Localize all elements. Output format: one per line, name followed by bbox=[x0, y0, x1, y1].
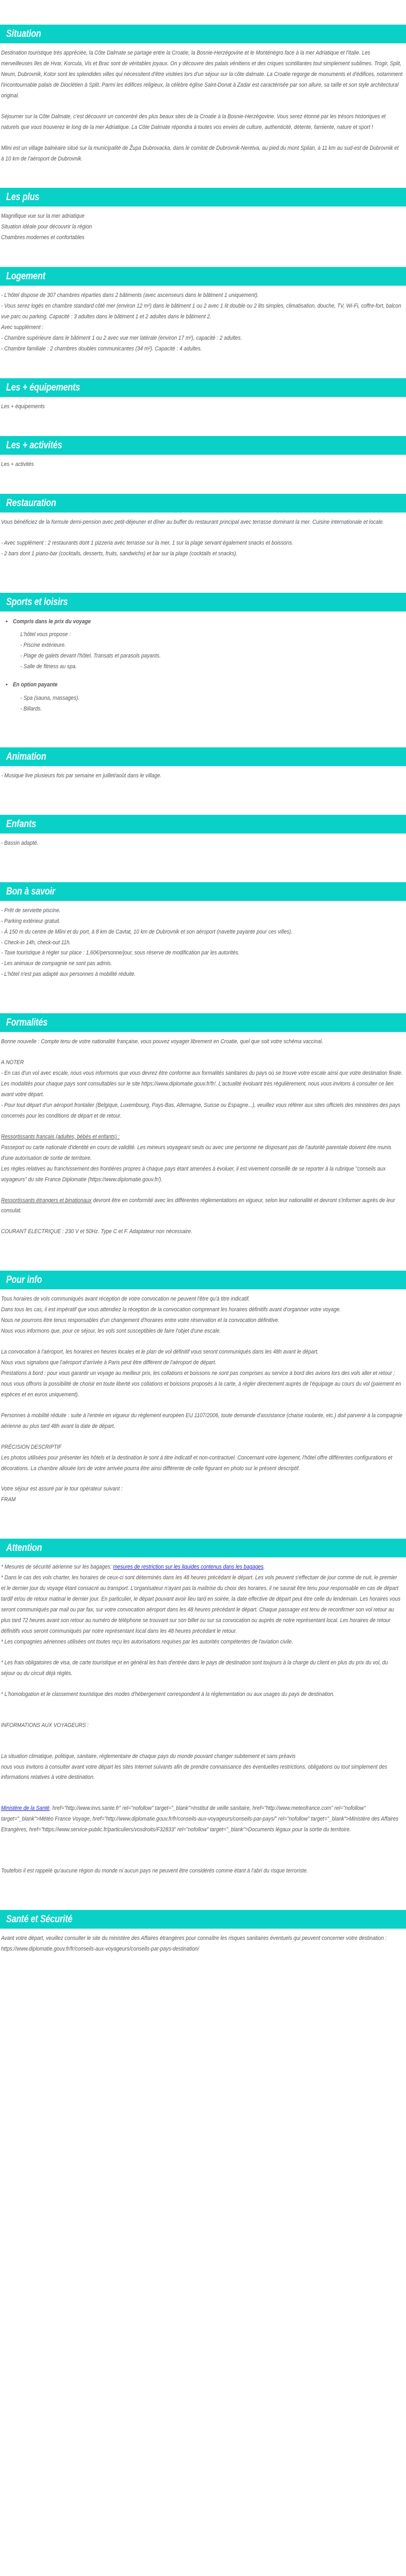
paragraph: Les règles relatives au franchissement des frontières propres à chaque pays étant amenées à évoluer, il est vivement conseillé de se reporter à la rubrique "conseils aux voyageurs" du site France Diplomatie (https://www.diplomatie.gouv.fr/). bbox=[1, 1165, 386, 1183]
links-block-rest: , href="http://www.invs.sante.fr" rel="nofollow" target="_blank">Institut de veille sanitaire, href="http://www.meteofrance.com" rel="nofollow" target="_blank">Météo France Voyage, href="http://www.diplomatie.gouv.fr/fr/conseils-aux-voyageurs/conseils-par-pays/" rel="nofollow" target="_blank">Ministère des Affaires Etrangères, href="https://www.service-public.fr/particuliers/vosdroits/F32833" rel="nofollow" target="_blank">Documents légaux pour la sortie du territoire. bbox=[1, 1805, 399, 1833]
paragraph-spacer bbox=[1, 1122, 402, 1132]
paragraph: - En cas d'un vol avec escale, nous vous informons que vous devrez être conforme aux formalités sanitaires du pays où se trouve votre escale ainsi que votre destination finale. bbox=[1, 1070, 403, 1077]
section-body-les-plus-activites bbox=[0, 455, 406, 470]
section-gap bbox=[0, 782, 406, 815]
paragraph-spacer bbox=[1, 1731, 402, 1741]
paragraph-mixed bbox=[1, 1196, 402, 1217]
paragraph: - L'hôtel dispose de 307 chambres réparties dans 2 bâtiments (avec ascenseurs dans le bâtiment 1 uniquement). bbox=[1, 292, 259, 299]
sub-list-text: - Spa (sauna, massages). bbox=[20, 694, 80, 701]
paragraph: - Parking extérieur gratuit. bbox=[1, 918, 61, 924]
section-gap bbox=[0, 412, 406, 436]
section-title-formalites: Formalités bbox=[0, 1013, 406, 1032]
underlined-lead: Ressortissants étrangers et binationaux bbox=[1, 1197, 92, 1204]
paragraph-spacer bbox=[1, 1679, 402, 1690]
sub-list-item bbox=[20, 693, 403, 704]
paragraph: - Vous serez logés en chambre standard côté mer (environ 12 m²) dans le bâtiment 1 ou 2 avec 1 lit double ou 2 lits simples, climatisation, douche, TV, Wi-Fi, coffre-fort, balcon vue parc ou parking. Capacité : 3 adultes dans le bâtiment 1 et 2 adultes dans le bâtiment 2. bbox=[1, 303, 401, 320]
paragraph: - Bassin adapté. bbox=[1, 839, 39, 846]
section-body-restauration bbox=[0, 513, 406, 560]
paragraph-spacer bbox=[1, 1741, 402, 1752]
top-spacer bbox=[0, 0, 406, 25]
paragraph: Votre séjour est assuré par le tour opérateur suivant : bbox=[1, 1486, 123, 1493]
section-body-pour-info bbox=[0, 1289, 406, 1505]
paragraph-spacer bbox=[1, 1700, 402, 1710]
paragraph-tour-operateur: FRAM bbox=[1, 1496, 16, 1503]
section-gap bbox=[0, 1505, 406, 1539]
section-gap bbox=[0, 849, 406, 882]
paragraph: Passeport ou carte nationale d'identité en cours de validité. Les mineurs voyageant seuls ou avec une personne ne disposant pas de l'autorité parentale doivent être munis d'une autorisation de sortie de territoire. bbox=[1, 1144, 392, 1161]
sub-list-item bbox=[20, 704, 403, 714]
paragraph: Bonne nouvelle : Compte tenu de votre nationalité française, vous pouvez voyager librement en Croatie, quel que soit votre schéma vaccinal. bbox=[1, 1038, 324, 1045]
section-logement bbox=[0, 267, 406, 355]
section-gap bbox=[0, 355, 406, 378]
paragraph: - À 150 m du centre de Mlini et du port, à 8 km de Cavtat, 10 km de Dubrovnik et son aéroport (navette payante pour ces villes). bbox=[1, 928, 292, 935]
section-formalites bbox=[0, 1013, 406, 1237]
paragraph-spacer bbox=[1, 1474, 402, 1484]
paragraph-spacer bbox=[1, 133, 402, 143]
paragraph-spacer bbox=[1, 1186, 402, 1196]
bullet-label: En option payante bbox=[13, 682, 58, 689]
paragraph: - Chambre familiale : 2 chambres doubles communicantes (34 m²). Capacité : 4 adultes. bbox=[1, 345, 202, 352]
section-gap bbox=[0, 1237, 406, 1271]
section-title-pour-info: Pour info bbox=[0, 1271, 406, 1289]
paragraph-spacer bbox=[1, 1337, 402, 1347]
sub-list-text: - Piscine extérieure. bbox=[20, 641, 66, 648]
paragraph: - Prêt de serviette piscine. bbox=[1, 907, 61, 914]
section-body-bon-a-savoir bbox=[0, 901, 406, 981]
paragraph-spacer bbox=[1, 1710, 402, 1721]
paragraph-spacer bbox=[1, 1856, 402, 1866]
bullet-list bbox=[1, 616, 403, 714]
section-title-sports-et-loisirs: Sports et loisirs bbox=[0, 593, 406, 611]
paragraph: nous vous invitons à consulter avant votre départ les sites Internet suivants afin de prendre connaissance des éventuelles restrictions, obligations ou tout simplement des informations relatives à votre destination. bbox=[1, 1763, 387, 1781]
paragraph: Tous horaires de vols communiqués avant réception de votre convocation ne peuvent l'être qu'à titre indicatif. bbox=[1, 1296, 250, 1303]
sub-list bbox=[13, 693, 403, 714]
section-body-attention bbox=[0, 1557, 406, 1877]
paragraph: Nous vous informons que, pour ce séjour, les vols sont susceptibles de faire l'objet d'une escale. bbox=[1, 1328, 221, 1335]
paragraph: * Les frais obligatoires de visa, de carte touristique et en général les frais d'entrée dans le pays de destination sont toujours à la charge du client en plus du prix du vol, du séjour ou du circuit déjà réglés. bbox=[1, 1659, 388, 1677]
list-item bbox=[13, 679, 403, 714]
paragraph-spacer bbox=[1, 528, 402, 538]
section-title-les-plus-activites: Les + activités bbox=[0, 436, 406, 455]
paragraph: Chambres modernes et confortables bbox=[1, 234, 85, 241]
section-les-plus bbox=[0, 188, 406, 243]
section-pour-info bbox=[0, 1271, 406, 1505]
section-situation bbox=[0, 25, 406, 164]
section-title-sante-et-securite: Santé et Sécurité bbox=[0, 1910, 406, 1929]
paragraph: * L'homologation et le classement touristique des modes d'hébergement correspondent à la réglementation ou aux usages du pays de destination. bbox=[1, 1691, 335, 1698]
paragraph: Situation idéale pour découvrir la région bbox=[1, 224, 92, 231]
paragraph-spacer bbox=[1, 1401, 402, 1411]
bullet-label: Compris dans le prix du voyage bbox=[13, 618, 91, 625]
paragraph: La situation climatique, politique, sanitaire, réglementaire de chaque pays du monde pouvant changer subitement et sans préavis bbox=[1, 1753, 296, 1760]
sub-list-text: - Salle de fitness au spa. bbox=[20, 663, 77, 670]
section-body-les-plus bbox=[0, 207, 406, 243]
paragraph: Personnes à mobilité réduite : suite à l'entrée en vigueur du règlement européen EU 1107/2006, toute demande d'assistance (chaise roulante, etc.) doit parvenir à la compagnie aérienne au plus tard 48h avant la date de départ. bbox=[1, 1412, 403, 1430]
paragraph: Les modalités pour chaque pays sont consultables sur le site https://www.diplomatie.gouv.fr/fr/. L'actualité évoluant très régulièrement, nous vous invitons à consulter ce lien avant votre départ. bbox=[1, 1081, 394, 1098]
list-item bbox=[13, 616, 403, 672]
sub-list-item bbox=[20, 640, 403, 651]
paragraph-underlined-heading: Ressortissants français (adultes, bébés et enfants) : bbox=[1, 1133, 120, 1140]
paragraph: La convocation à l'aéroport, les horaires en heures locales et le plan de vol définitif vous seront communiqués dans les 48h avant le départ. bbox=[1, 1349, 319, 1356]
section-animation bbox=[0, 747, 406, 782]
paragraph: Mlini est un village balnéaire situé sur la municipalité de Župa Dubrovacka, dans le comitat de Dubrovnik-Neretva, au pied du mont Spilan, à 11 km au sud-est de Dubrovnik et à 10 km de l'aéroport de Dubrovnik. bbox=[1, 144, 399, 162]
paragraph-spacer bbox=[1, 1432, 402, 1442]
section-body-les-plus-equipements bbox=[0, 397, 406, 412]
sub-list-item bbox=[20, 651, 403, 661]
section-body-animation bbox=[0, 766, 406, 782]
paragraph: Avant votre départ, veuillez consulter le site du ministère des Affaires étrangères pour connaître les risques sanitaires éventuels qui peuvent concerner votre destination : https://www.diplomatie.gouv.fr/fr/conseils-aux-voyageurs/conseils-par-pays-destination/ bbox=[1, 1935, 387, 1953]
section-gap bbox=[0, 714, 406, 747]
sub-list-text: L'hôtel vous propose : bbox=[20, 631, 71, 638]
paragraph-links-block bbox=[1, 1803, 402, 1836]
paragraph-spacer bbox=[1, 1783, 402, 1793]
section-title-logement: Logement bbox=[0, 267, 406, 286]
section-les-plus-equipements bbox=[0, 378, 406, 412]
section-gap bbox=[0, 560, 406, 593]
paragraph: Les + équipements bbox=[1, 403, 45, 410]
paragraph: Destination touristique très appréciée, la Côte Dalmate se partage entre la Croatie, la Bosnie-Herzégovine et le Monténégro face à la mer Adriatique et l'Italie. Les merveilleuses îles de Hvar, Korcula, Vis et Brac sont de véritables joyaux. On y découvre des palais vénitiens et des criques scintillantes tout simplement sublimes. Trogir, Split, Neum, Dubrovnik, Kotor sont les splendides villes qui nécessitent d'être visitées lors d'un séjour sur la côte dalmate. La Croatie regorge de monuments et d'édifices, notamment l'incontournable palais de Dioclétien à Split. Parmi les édifices religieux, la célèbre église Saint-Donat à Zadar est caractérisée par son allure, sa taille et son style architectural original. bbox=[1, 50, 403, 99]
paragraph-spacer bbox=[1, 1846, 402, 1856]
paragraph: Nous vous signalons que l'aéroport d'arrivée à Paris peut être différent de l'aéroport de départ. bbox=[1, 1359, 216, 1366]
paragraph-spacer bbox=[1, 1648, 402, 1658]
paragraph: - Pour tout départ d'un aéroport frontalier (Belgique, Luxembourg, Pays-Bas, Allemagne, Suisse ou Espagne...), veuillez vous référer aux sites officiels des ministères des pays concernés pour les conditions de départ et de retour. bbox=[1, 1102, 401, 1119]
paragraph: Vous bénéficiez de la formule demi-pension avec petit-déjeuner et dîner au buffet du restaurant principal avec terrasse dominant la mer. Cuisine internationale et locale. bbox=[1, 518, 384, 525]
paragraph: Avec supplément : bbox=[1, 324, 43, 331]
sub-list-item bbox=[20, 661, 403, 672]
bagages-suffix: . bbox=[263, 1564, 265, 1571]
sub-list-item bbox=[20, 629, 403, 640]
sub-list-text: - Plage de galets devant l'hôtel. Transats et parasols payants. bbox=[20, 653, 161, 660]
paragraph-risque-terroriste: Toutefois il est rappelé qu'aucune région du monde ni aucun pays ne peuvent être considérés comme étant à l'abri du risque terroriste. bbox=[1, 1868, 308, 1875]
section-gap bbox=[0, 243, 406, 267]
paragraph: Nous ne pourrons être tenus responsables d'un changement d'horaires entre votre réservation et la convocation définitive. bbox=[1, 1317, 280, 1324]
section-body-formalites bbox=[0, 1032, 406, 1237]
section-title-bon-a-savoir: Bon à savoir bbox=[0, 882, 406, 901]
paragraph-precision-descriptif: PRÉCISION DESCRIPTIF bbox=[1, 1443, 62, 1450]
section-body-logement bbox=[0, 286, 406, 355]
paragraph: Magnifique vue sur la mer adriatique bbox=[1, 213, 85, 220]
paragraph: Prestations à bord : pour vous garantir un voyage au meilleur prix, les collations et boissons ne sont pas comprises au service à bord des avions lors des vols aller et retour ; nous vous offrons la possibilité de choisir en toute liberté vos collations et boissons proposés à la carte, à régler directement auprès de l'équipage au cours du vol (paiement en espèces et en euros uniquement). bbox=[1, 1370, 401, 1398]
paragraph-bagages bbox=[1, 1562, 402, 1573]
paragraph: - Musique live plusieurs fois par semaine en juillet/août dans le village. bbox=[1, 772, 162, 779]
section-gap bbox=[0, 470, 406, 494]
section-title-les-plus: Les plus bbox=[0, 188, 406, 207]
sub-list-text: - Billards. bbox=[20, 705, 42, 712]
section-gap bbox=[0, 980, 406, 1013]
paragraph: - Check-in 14h, check-out 11h. bbox=[1, 939, 71, 946]
paragraph-spacer bbox=[1, 1836, 402, 1846]
section-body-sports-et-loisirs bbox=[0, 611, 406, 714]
section-body-enfants bbox=[0, 834, 406, 849]
section-attention bbox=[0, 1539, 406, 1877]
paragraph-spacer bbox=[1, 1793, 402, 1803]
section-gap bbox=[0, 1877, 406, 1910]
section-title-animation: Animation bbox=[0, 747, 406, 766]
paragraph: * Les compagnies aériennes utilisées ont toutes reçu les autorisations requises par les autorités compétentes de l'aviation civile. bbox=[1, 1638, 294, 1645]
section-title-situation: Situation bbox=[0, 25, 406, 43]
paragraph-spacer bbox=[1, 1217, 402, 1227]
section-title-enfants: Enfants bbox=[0, 815, 406, 834]
paragraph: - Avec supplément : 2 restaurants dont 1 pizzeria avec terrasse sur la mer, 1 sur la plage servant également snacks et boissons. bbox=[1, 539, 294, 546]
bagages-restrictions-link[interactable]: mesures de restriction sur les liquides contenus dans les bagages bbox=[113, 1564, 264, 1571]
section-title-restauration: Restauration bbox=[0, 494, 406, 513]
section-title-attention: Attention bbox=[0, 1539, 406, 1557]
paragraph: Séjourner sur la Côte Dalmate, c'est découvrir un concentré des plus beaux sites de la Croatie à la Bosnie-Herzégovine. Vous serez étonné par les trésors historiques et naturels que vous trouverez le long de la mer Adriatique. La Côte Dalmate répondra à toutes vos envies de culture, authenticité, détente, farniente, nature et sport ! bbox=[1, 113, 386, 131]
paragraph: - Taxe touristique à régler sur place : 1,60€/personne/jour, sous réserve de modification par les autorités. bbox=[1, 950, 240, 957]
ministere-sante-link[interactable]: Ministère de la Santé bbox=[1, 1805, 50, 1812]
paragraph-spacer bbox=[1, 102, 402, 112]
paragraph: - L'hôtel n'est pas adapté aux personnes à mobilité réduite. bbox=[1, 971, 136, 978]
paragraph: - Chambre supérieure dans le bâtiment 1 ou 2 avec vue mer latérale (environ 17 m²), capacité : 2 adultes. bbox=[1, 335, 242, 341]
underlined-lead-rest: devront être en conformité avec les différentes réglementations en vigueur, selon leur nationalité et devront s'informer auprès de leur consulat. bbox=[1, 1197, 395, 1214]
section-body-situation bbox=[0, 43, 406, 164]
paragraph: * Dans le cas des vols charter, les horaires de ceux-ci sont déterminés dans les 48 heures précédant le départ. Les vols peuvent s'effectuer de jour comme de nuit, le premier et le dernier jour du voyage étant consacré au transport. L'organisateur n'ayant pas la maîtrise du choix des horaires, il ne saurait être tenu pour responsable en cas de départ tardif et/ou de retour matinal le dernier jour. En particulier, le départ pouvant avoir lieu tard en soirée, la date effective de départ peut être celle du lendemain. Les horaires vous seront communiqués par mail ou par fax, sur votre convocation aéroport dans les 48 heures précédant le départ. Chaque passager est tenu de reconfirmer son vol retour au plus tard 72 heures avant son retour au numéro de téléphone se trouvant sur son billet ou sur sa convocation ou auprés de notre représentant local. Les horaires de retour définitifs vous seront communiqués par notre représentant local dans les 48 heures précédant le retour. bbox=[1, 1574, 401, 1634]
paragraph-informations-voyageurs: INFORMATIONS AUX VOYAGEURS : bbox=[1, 1722, 89, 1729]
section-restauration bbox=[0, 494, 406, 560]
section-body-sante-et-securite bbox=[0, 1929, 406, 1955]
section-sports-et-loisirs bbox=[0, 593, 406, 714]
paragraph: Les + activités bbox=[1, 461, 34, 468]
paragraph: - Les animaux de compagnie ne sont pas admis. bbox=[1, 960, 112, 967]
paragraph-courant-electrique: COURANT ELECTRIQUE : 230 V et 50Hz. Type C et F. Adaptateur non nécessaire. bbox=[1, 1228, 193, 1235]
bagages-prefix: * Mesures de sécurité aérienne sur les bagages: bbox=[1, 1564, 114, 1571]
paragraph: - 2 bars dont 1 piano-bar (cocktails, desserts, fruits, sandwichs) et bar sur la plage (cocktails et snacks). bbox=[1, 550, 238, 557]
paragraph-spacer bbox=[1, 1048, 402, 1058]
paragraph: Les photos utilisées pour présenter les hôtels et la destination le sont à titre indicatif et non-contractuel. Concernant votre logement, l'hôtel offre différentes configurations et décorations. La chambre allouée lors de votre arrivée pourra être ainsi différente de celle figurant en photo sur le présent descriptif. bbox=[1, 1454, 393, 1472]
section-sante-et-securite bbox=[0, 1910, 406, 1955]
paragraph: Dans tous les cas, il est impératif que vous attendiez la réception de la convocation comprenant les horaires définitifs avant d'organiser votre voyage. bbox=[1, 1306, 341, 1313]
sub-list bbox=[13, 629, 403, 672]
paragraph-a-noter: A NOTER bbox=[1, 1059, 24, 1066]
section-bon-a-savoir bbox=[0, 882, 406, 981]
section-les-plus-activites bbox=[0, 436, 406, 470]
section-title-les-plus-equipements: Les + équipements bbox=[0, 378, 406, 397]
section-enfants bbox=[0, 815, 406, 849]
section-gap bbox=[0, 164, 406, 188]
